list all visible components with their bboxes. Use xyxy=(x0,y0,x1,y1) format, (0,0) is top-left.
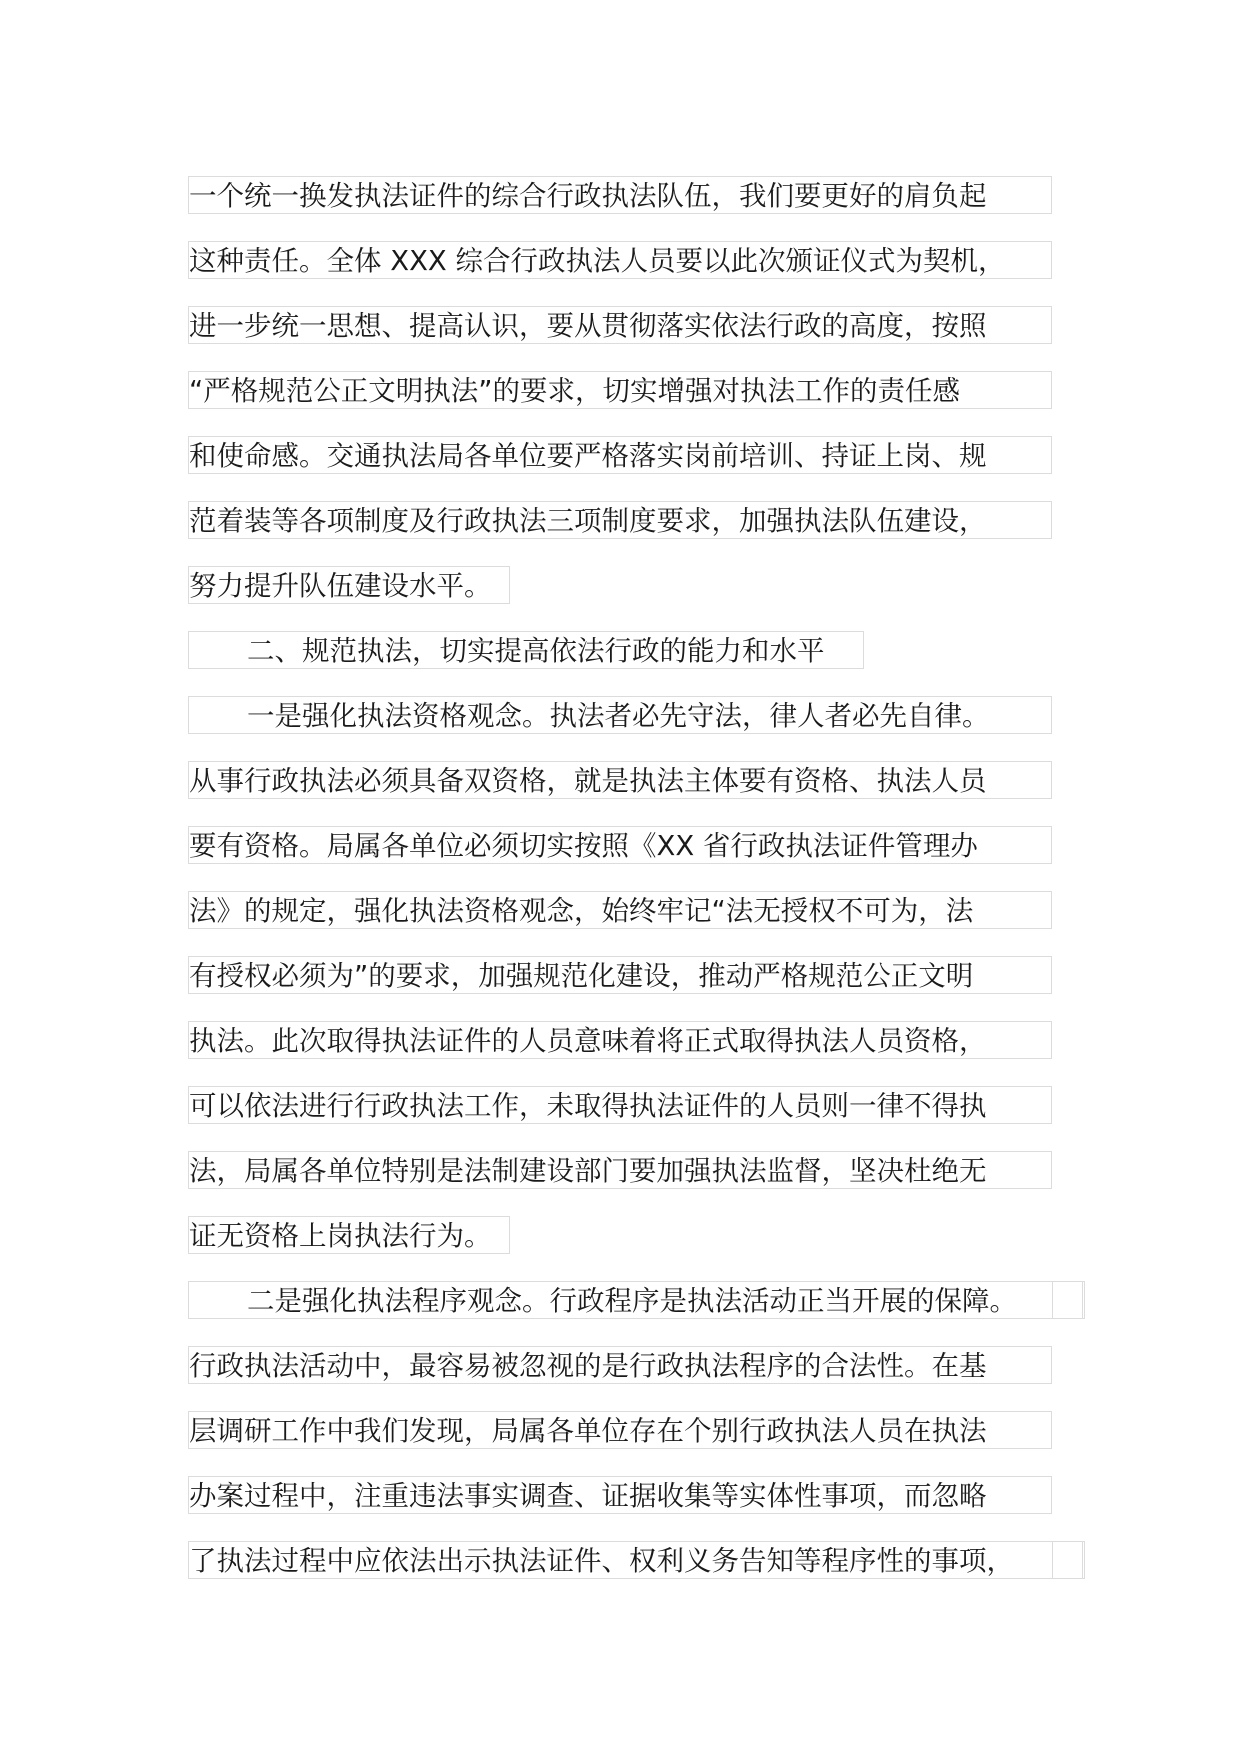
text-line-17: 证无资格上岗执法行为。 xyxy=(188,1216,510,1254)
text-line-20: 层调研工作中我们发现，局属各单位存在个别行政执法人员在执法 xyxy=(188,1411,1052,1449)
section-heading: 二、规范执法，切实提高依法行政的能力和水平 xyxy=(188,631,864,669)
text-line-19: 行政执法活动中，最容易被忽视的是行政执法程序的合法性。在基 xyxy=(188,1346,1052,1384)
text-line-22: 了执法过程中应依法出示执法证件、权利义务告知等程序性的事项， xyxy=(188,1541,1083,1579)
text-line-3: 进一步统一思想、提高认识，要从贯彻落实依法行政的高度，按照 xyxy=(188,306,1052,344)
text-line-15: 可以依法进行行政执法工作，未取得执法证件的人员则一律不得执 xyxy=(188,1086,1052,1124)
text-line-4: “严格规范公正文明执法”的要求，切实增强对执法工作的责任感 xyxy=(188,371,1052,409)
text-line-11: 要有资格。局属各单位必须切实按照《XX 省行政执法证件管理办 xyxy=(188,826,1052,864)
text-line-1: 一个统一换发执法证件的综合行政执法队伍，我们要更好的肩负起 xyxy=(188,176,1052,214)
text-line-9: 一是强化执法资格观念。执法者必先守法，律人者必先自律。 xyxy=(188,696,1052,734)
text-line-14: 执法。此次取得执法证件的人员意味着将正式取得执法人员资格， xyxy=(188,1021,1052,1059)
overflow-box xyxy=(1052,1281,1085,1319)
text-line-7: 努力提升队伍建设水平。 xyxy=(188,566,510,604)
text-line-10: 从事行政执法必须具备双资格，就是执法主体要有资格、执法人员 xyxy=(188,761,1052,799)
text-line-6: 范着装等各项制度及行政执法三项制度要求，加强执法队伍建设， xyxy=(188,501,1052,539)
text-line-12: 法》的规定，强化执法资格观念，始终牢记“法无授权不可为，法 xyxy=(188,891,1052,929)
text-line-18: 二是强化执法程序观念。行政程序是执法活动正当开展的保障。 xyxy=(188,1281,1083,1319)
text-line-13: 有授权必须为”的要求，加强规范化建设，推动严格规范公正文明 xyxy=(188,956,1052,994)
text-line-5: 和使命感。交通执法局各单位要严格落实岗前培训、持证上岗、规 xyxy=(188,436,1052,474)
overflow-box xyxy=(1052,1541,1085,1579)
text-line-21: 办案过程中，注重违法事实调查、证据收集等实体性事项，而忽略 xyxy=(188,1476,1052,1514)
text-line-16: 法，局属各单位特别是法制建设部门要加强执法监督，坚决杜绝无 xyxy=(188,1151,1052,1189)
text-line-2: 这种责任。全体 XXX 综合行政执法人员要以此次颁证仪式为契机， xyxy=(188,241,1052,279)
